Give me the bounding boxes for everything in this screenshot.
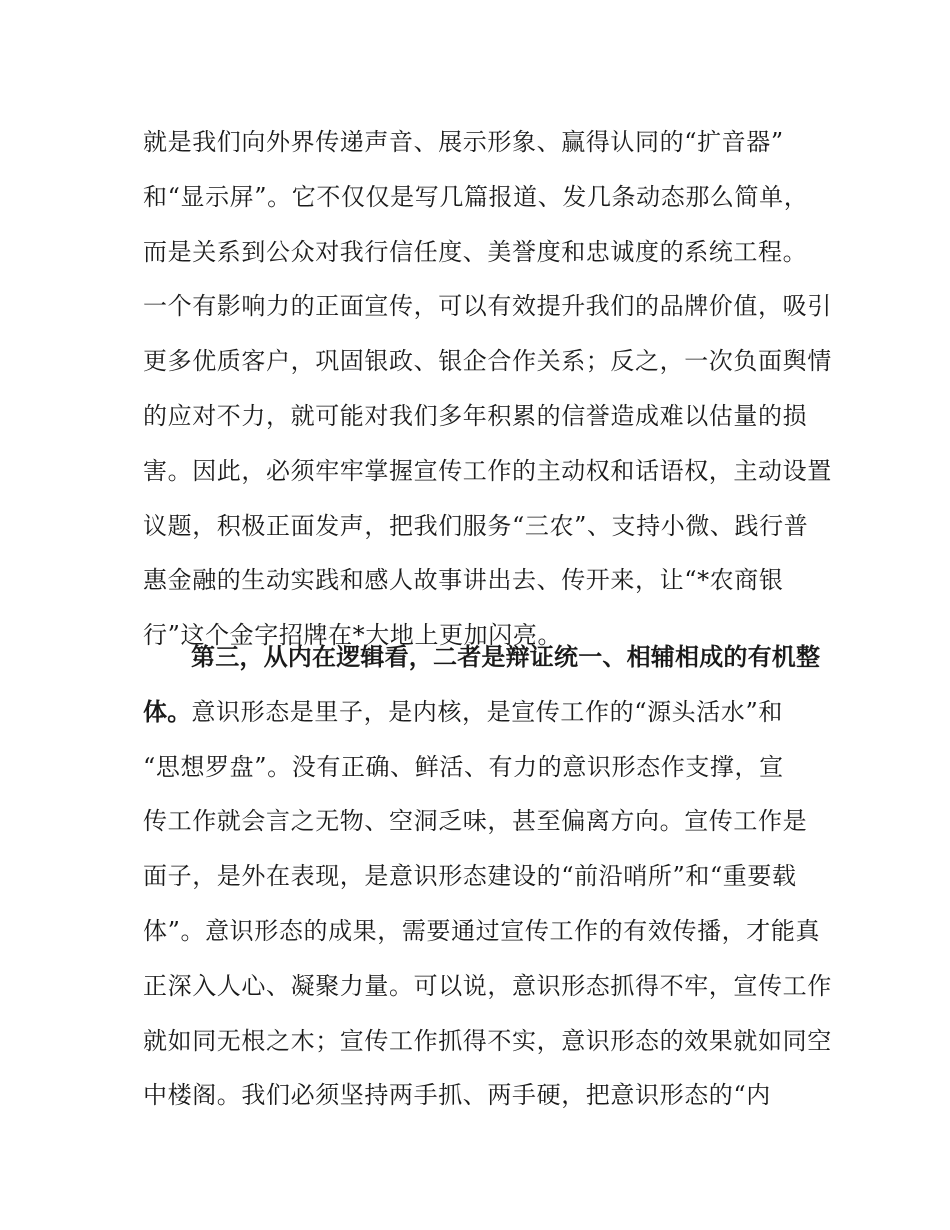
paragraph-line: 正深入人心、凝聚力量。可以说，意识形态抓得不牢，宣传工作 (143, 971, 832, 1000)
paragraph-line: “思想罗盘”。没有正确、鲜活、有力的意识形态作支撑，宣 (143, 752, 784, 781)
paragraph-line: 就是我们向外界传递声音、展示形象、赢得认同的“扩音器” (143, 128, 784, 156)
paragraph-line-text: 意识形态是里子，是内核，是宣传工作的“源头活水”和 (191, 697, 783, 726)
paragraph-2 (143, 630, 832, 1123)
paragraph-line: 中楼阁。我们必须坚持两手抓、两手硬，把意识形态的“内 (143, 1081, 771, 1110)
paragraph-line: 一个有影响力的正面宣传，可以有效提升我们的品牌价值，吸引 (143, 292, 832, 321)
paragraph-line: 面子，是外在表现，是意识形态建设的“前沿哨所”和“重要载 (143, 862, 797, 891)
section-heading-end: 体。 (143, 697, 192, 726)
paragraph-line: 传工作就会言之无物、空洞乏味，甚至偏离方向。宣传工作是 (143, 807, 808, 836)
section-heading: 第三，从内在逻辑看，二者是辩证统一、相辅相成的有机整 (191, 643, 821, 671)
paragraph-line: 行”这个金字招牌在*大地上更加闪亮。 (143, 621, 563, 650)
paragraph-line: 议题，积极正面发声，把我们服务“三农”、支持小微、践行普 (143, 511, 809, 540)
paragraph-line: 更多优质客户，巩固银政、银企合作关系；反之，一次负面舆情 (143, 347, 832, 376)
paragraph-line: 的应对不力，就可能对我们多年积累的信誉造成难以估量的损 (143, 401, 808, 430)
paragraph-line: 体”。意识形态的成果，需要通过宣传工作的有效传播，才能真 (143, 916, 821, 945)
paragraph-line: 就如同无根之木；宣传工作抓得不实，意识形态的效果就如同空 (143, 1026, 832, 1055)
paragraph-line: 和“显示屏”。它不仅仅是写几篇报道、发几条动态那么简单， (143, 182, 809, 211)
paragraph-line (143, 685, 823, 740)
paragraph-line: 而是关系到公众对我行信任度、美誉度和忠诚度的系统工程。 (143, 237, 808, 266)
paragraph-line: 害。因此，必须牢牢掌握宣传工作的主动权和话语权，主动设置 (143, 456, 832, 485)
paragraph-line: 惠金融的生动实践和感人故事讲出去、传开来，让“*农商银 (143, 566, 784, 595)
paragraph-1 (143, 115, 832, 663)
